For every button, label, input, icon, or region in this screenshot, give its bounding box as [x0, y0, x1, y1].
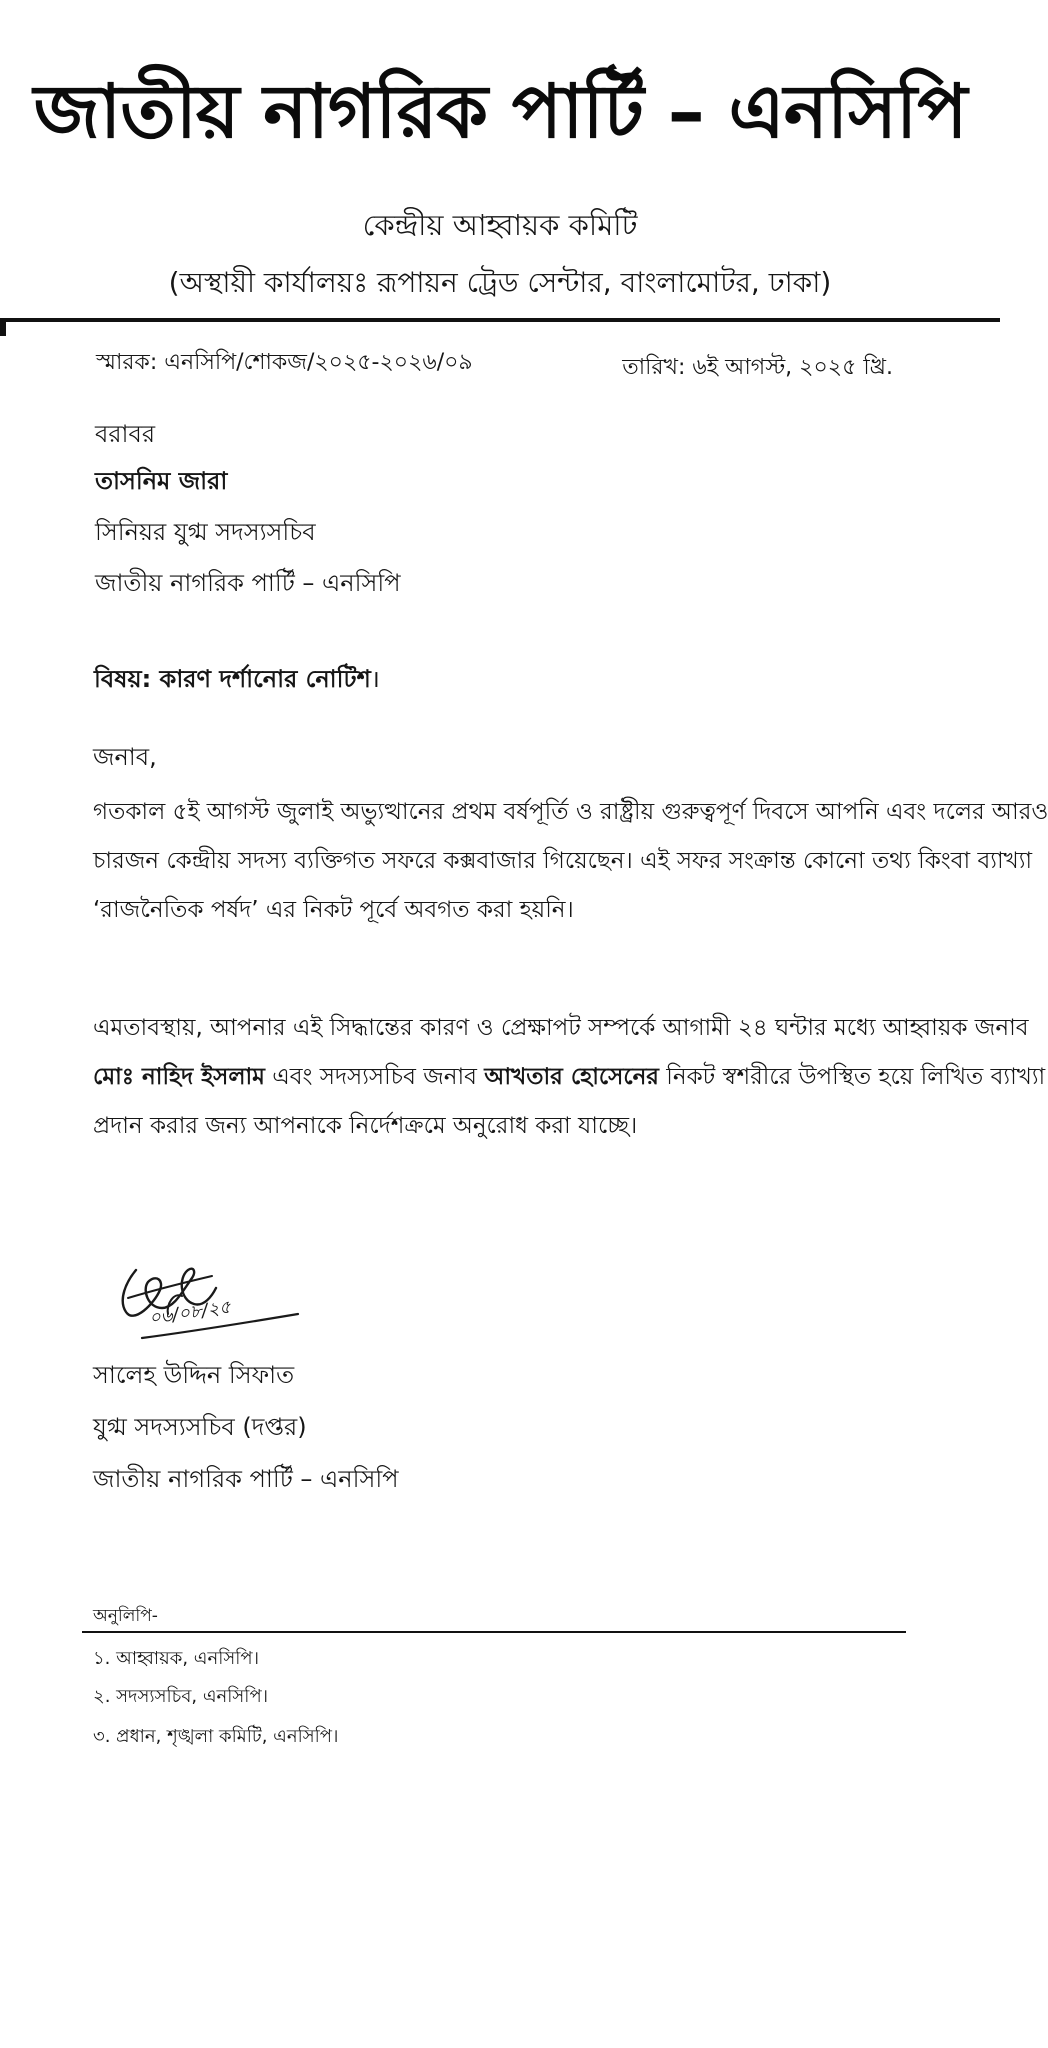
copy-recipient-2: ২. সদস্যসচিব, এনসিপি।	[93, 1686, 269, 1707]
paragraph-2-line-2-rest: নিকট স্বশরীরে উপস্থিত হয়ে লিখিত ব্যাখ্যা	[658, 1064, 1046, 1090]
paragraph-2-line-1: এমতাবস্থায়, আপনার এই সিদ্ধান্তের কারণ ও প্রেক্ষাপট সম্পর্কে আগামী ২৪ ঘন্টার মধ্যে আহ্বায়ক জনাব	[93, 1015, 1029, 1041]
office-address: (অস্থায়ী কার্যালয়ঃ রূপায়ন ট্রেড সেন্টার, বাংলামোটর, ঢাকা)	[168, 266, 832, 299]
copy-recipient-1: ১. আহ্বায়ক, এনসিপি।	[93, 1648, 260, 1669]
copies-divider	[82, 1631, 906, 1633]
subject-end: ।	[370, 665, 380, 693]
memo-date: তারিখ: ৬ই আগস্ট, ২০২৫ খ্রি.	[622, 355, 893, 380]
committee-name: কেন্দ্রীয় আহ্বায়ক কমিটি	[362, 208, 638, 242]
addressee-name: তাসনিম জারা	[95, 467, 228, 495]
salutation: জনাব,	[93, 743, 157, 771]
paragraph-1-line-1: গতকাল ৫ই আগস্ট জুলাই অভ্যুত্থানের প্রথম বর্ষপূর্তি ও রাষ্ট্রীয় গুরুত্বপূর্ণ দিবসে আপনি এবং দলের আরও	[93, 799, 1048, 825]
subject-line	[94, 662, 380, 696]
subject-text: বিষয়: কারণ দর্শানোর নোটিশ	[94, 665, 371, 693]
addressee-organization: জাতীয় নাগরিক পার্টি – এনসিপি	[95, 569, 401, 597]
paragraph-1-line-3: ‘রাজনৈতিক পর্ষদ’ এর নিকট পূর্বে অবগত করা হয়নি।	[93, 897, 574, 923]
paragraph-1	[93, 788, 1048, 935]
paragraph-2	[93, 1004, 1046, 1151]
party-name-heading: জাতীয় নাগরিক পার্টি – এনসিপি	[33, 69, 967, 155]
handwritten-signature	[108, 1252, 308, 1352]
signer-organization: জাতীয় নাগরিক পার্টি – এনসিপি	[93, 1465, 399, 1493]
signer-designation: যুগ্ম সদস্যসচিব (দপ্তর)	[93, 1413, 307, 1441]
convener-name: মোঃ নাহিদ ইসলাম	[93, 1064, 265, 1090]
member-secretary-name: আখতার হোসেনের	[484, 1064, 659, 1090]
addressee-to: বরাবর	[95, 420, 156, 448]
signer-name: সালেহ উদ্দিন সিফাত	[93, 1361, 295, 1389]
memo-reference: স্মারক: এনসিপি/শোকজ/২০২৫-২০২৬/০৯	[96, 350, 473, 375]
copies-label: অনুলিপি-	[93, 1606, 158, 1626]
paragraph-2-line-2-mid: এবং সদস্যসচিব জনাব	[264, 1064, 485, 1090]
paragraph-2-line-3: প্রদান করার জন্য আপনাকে নির্দেশক্রমে অনুরোধ করা যাচ্ছে।	[93, 1113, 638, 1139]
letterhead-divider	[0, 318, 1000, 322]
handwritten-date: ০৬/০৮/২৫	[147, 1296, 233, 1329]
paragraph-2-line-2	[93, 1053, 1046, 1102]
paragraph-1-line-2: চারজন কেন্দ্রীয় সদস্য ব্যক্তিগত সফরে কক্সবাজার গিয়েছেন। এই সফর সংক্রান্ত কোনো তথ্য কিংবা ব্যাখ্যা	[93, 848, 1033, 874]
copy-recipient-3: ৩. প্রধান, শৃঙ্খলা কমিটি, এনসিপি।	[93, 1726, 339, 1747]
addressee-designation: সিনিয়র যুগ্ম সদস্যসচিব	[95, 518, 316, 546]
